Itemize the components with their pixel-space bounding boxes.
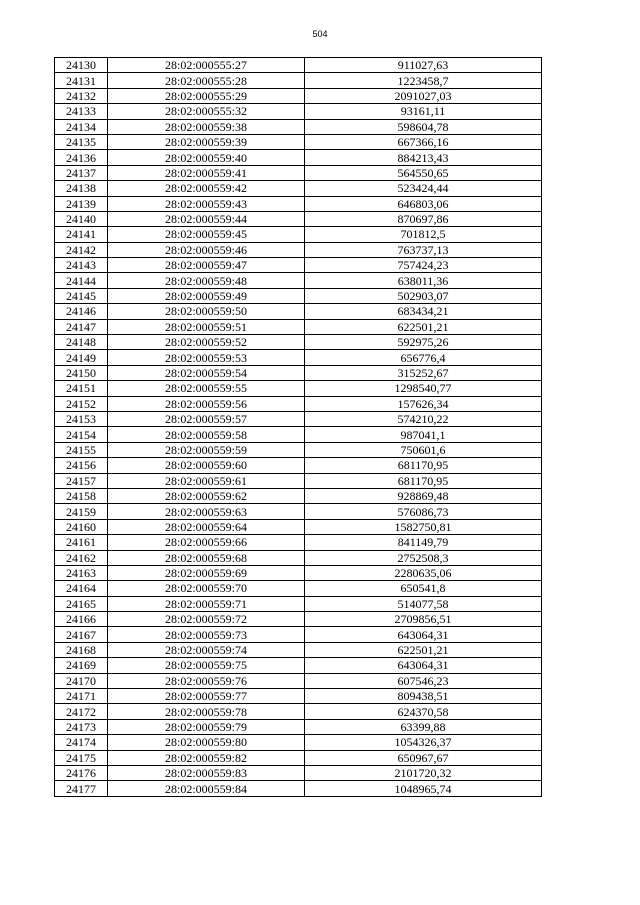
cadastral-number-cell: 28:02:000559:69 [108,565,305,580]
cadastral-number-cell: 28:02:000555:28 [108,73,305,88]
cadastral-number-cell: 28:02:000559:47 [108,258,305,273]
cadastral-value-cell: 564550,65 [305,165,542,180]
cadastral-value-table [54,57,542,797]
table-row [55,458,542,473]
row-number-cell: 24137 [55,165,108,180]
cadastral-value-cell: 523424,44 [305,181,542,196]
cadastral-number-cell: 28:02:000559:49 [108,288,305,303]
cadastral-value-cell: 2709856,51 [305,612,542,627]
cadastral-number-cell: 28:02:000559:62 [108,488,305,503]
row-number-cell: 24138 [55,181,108,196]
cadastral-value-cell: 701812,5 [305,227,542,242]
row-number-cell: 24152 [55,396,108,411]
cadastral-number-cell: 28:02:000559:72 [108,612,305,627]
cadastral-value-cell: 93161,11 [305,104,542,119]
row-number-cell: 24170 [55,673,108,688]
cadastral-value-cell: 884213,43 [305,150,542,165]
table-row [55,550,542,565]
row-number-cell: 24145 [55,288,108,303]
table-row [55,150,542,165]
row-number-cell: 24149 [55,350,108,365]
table-row [55,750,542,765]
cadastral-number-cell: 28:02:000559:73 [108,627,305,642]
table-row [55,781,542,796]
cadastral-number-cell: 28:02:000559:57 [108,411,305,426]
cadastral-value-cell: 911027,63 [305,58,542,73]
table-row [55,319,542,334]
table-row [55,765,542,780]
row-number-cell: 24164 [55,581,108,596]
table-row [55,258,542,273]
row-number-cell: 24162 [55,550,108,565]
table-row [55,396,542,411]
cadastral-number-cell: 28:02:000559:51 [108,319,305,334]
table-row [55,735,542,750]
table-row [55,473,542,488]
row-number-cell: 24163 [55,565,108,580]
cadastral-number-cell: 28:02:000559:54 [108,365,305,380]
table-row [55,442,542,457]
table-row [55,196,542,211]
table-row [55,181,542,196]
cadastral-value-cell: 2091027,03 [305,88,542,103]
table-row [55,58,542,73]
row-number-cell: 24134 [55,119,108,134]
row-number-cell: 24177 [55,781,108,796]
table-body [55,58,542,797]
row-number-cell: 24131 [55,73,108,88]
cadastral-number-cell: 28:02:000559:59 [108,442,305,457]
row-number-cell: 24166 [55,612,108,627]
row-number-cell: 24175 [55,750,108,765]
cadastral-number-cell: 28:02:000559:77 [108,689,305,704]
table-row [55,689,542,704]
table-row [55,719,542,734]
cadastral-number-cell: 28:02:000559:41 [108,165,305,180]
table-row [55,411,542,426]
cadastral-value-cell: 987041,1 [305,427,542,442]
table-row [55,165,542,180]
cadastral-value-cell: 157626,34 [305,396,542,411]
cadastral-number-cell: 28:02:000559:76 [108,673,305,688]
cadastral-number-cell: 28:02:000559:55 [108,381,305,396]
table-row [55,627,542,642]
row-number-cell: 24172 [55,704,108,719]
cadastral-value-cell: 683434,21 [305,304,542,319]
page-number: 504 [312,29,328,39]
cadastral-number-cell: 28:02:000559:39 [108,134,305,149]
row-number-cell: 24143 [55,258,108,273]
cadastral-value-cell: 624370,58 [305,704,542,719]
cadastral-number-cell: 28:02:000559:44 [108,211,305,226]
cadastral-value-cell: 650541,8 [305,581,542,596]
cadastral-number-cell: 28:02:000559:52 [108,335,305,350]
cadastral-value-cell: 2280635,06 [305,565,542,580]
table-row [55,704,542,719]
cadastral-number-cell: 28:02:000559:68 [108,550,305,565]
table-row [55,335,542,350]
cadastral-number-cell: 28:02:000559:78 [108,704,305,719]
cadastral-value-cell: 870697,86 [305,211,542,226]
cadastral-value-cell: 1298540,77 [305,381,542,396]
cadastral-value-cell: 1223458,7 [305,73,542,88]
row-number-cell: 24160 [55,519,108,534]
table-row [55,673,542,688]
cadastral-number-cell: 28:02:000559:83 [108,765,305,780]
row-number-cell: 24167 [55,627,108,642]
table-row [55,519,542,534]
cadastral-number-cell: 28:02:000559:71 [108,596,305,611]
cadastral-number-cell: 28:02:000559:50 [108,304,305,319]
cadastral-value-cell: 576086,73 [305,504,542,519]
row-number-cell: 24158 [55,488,108,503]
table-row [55,242,542,257]
cadastral-number-cell: 28:02:000559:43 [108,196,305,211]
cadastral-value-cell: 574210,22 [305,411,542,426]
cadastral-value-cell: 592975,26 [305,335,542,350]
table-row [55,104,542,119]
cadastral-number-cell: 28:02:000559:40 [108,150,305,165]
cadastral-value-cell: 757424,23 [305,258,542,273]
cadastral-value-cell: 315252,67 [305,365,542,380]
table-row [55,581,542,596]
table-row [55,134,542,149]
cadastral-number-cell: 28:02:000555:32 [108,104,305,119]
cadastral-number-cell: 28:02:000555:27 [108,58,305,73]
cadastral-number-cell: 28:02:000559:58 [108,427,305,442]
row-number-cell: 24168 [55,642,108,657]
cadastral-value-cell: 2101720,32 [305,765,542,780]
table-row [55,488,542,503]
cadastral-number-cell: 28:02:000559:48 [108,273,305,288]
cadastral-value-cell: 809438,51 [305,689,542,704]
row-number-cell: 24130 [55,58,108,73]
cadastral-number-cell: 28:02:000559:70 [108,581,305,596]
row-number-cell: 24142 [55,242,108,257]
cadastral-value-cell: 598604,78 [305,119,542,134]
row-number-cell: 24140 [55,211,108,226]
cadastral-value-cell: 622501,21 [305,642,542,657]
row-number-cell: 24151 [55,381,108,396]
table-row [55,642,542,657]
row-number-cell: 24169 [55,658,108,673]
cadastral-value-cell: 928869,48 [305,488,542,503]
cadastral-value-cell: 502903,07 [305,288,542,303]
table-row [55,88,542,103]
row-number-cell: 24133 [55,104,108,119]
cadastral-value-cell: 841149,79 [305,535,542,550]
table-row [55,304,542,319]
cadastral-value-cell: 622501,21 [305,319,542,334]
cadastral-value-cell: 650967,67 [305,750,542,765]
cadastral-value-cell: 681170,95 [305,473,542,488]
cadastral-number-cell: 28:02:000559:38 [108,119,305,134]
cadastral-number-cell: 28:02:000559:46 [108,242,305,257]
row-number-cell: 24136 [55,150,108,165]
cadastral-number-cell: 28:02:000559:74 [108,642,305,657]
table-row [55,565,542,580]
cadastral-value-cell: 656776,4 [305,350,542,365]
row-number-cell: 24132 [55,88,108,103]
row-number-cell: 24144 [55,273,108,288]
cadastral-value-cell: 1582750,81 [305,519,542,534]
table-row [55,658,542,673]
row-number-cell: 24150 [55,365,108,380]
table-row [55,288,542,303]
row-number-cell: 24173 [55,719,108,734]
cadastral-value-cell: 638011,36 [305,273,542,288]
cadastral-number-cell: 28:02:000559:42 [108,181,305,196]
cadastral-number-cell: 28:02:000559:53 [108,350,305,365]
cadastral-value-cell: 681170,95 [305,458,542,473]
cadastral-number-cell: 28:02:000559:60 [108,458,305,473]
cadastral-number-cell: 28:02:000559:63 [108,504,305,519]
cadastral-number-cell: 28:02:000559:56 [108,396,305,411]
row-number-cell: 24148 [55,335,108,350]
table-row [55,273,542,288]
table-row [55,365,542,380]
cadastral-value-cell: 750601,6 [305,442,542,457]
cadastral-value-cell: 646803,06 [305,196,542,211]
cadastral-value-cell: 63399,88 [305,719,542,734]
table-row [55,596,542,611]
row-number-cell: 24141 [55,227,108,242]
table-row [55,227,542,242]
table-row [55,73,542,88]
row-number-cell: 24157 [55,473,108,488]
cadastral-number-cell: 28:02:000559:66 [108,535,305,550]
table-row [55,350,542,365]
cadastral-value-cell: 1048965,74 [305,781,542,796]
cadastral-value-cell: 2752508,3 [305,550,542,565]
cadastral-value-cell: 607546,23 [305,673,542,688]
table-row [55,427,542,442]
cadastral-value-cell: 1054326,37 [305,735,542,750]
row-number-cell: 24146 [55,304,108,319]
row-number-cell: 24155 [55,442,108,457]
row-number-cell: 24156 [55,458,108,473]
table-row [55,612,542,627]
row-number-cell: 24171 [55,689,108,704]
row-number-cell: 24154 [55,427,108,442]
table-row [55,504,542,519]
cadastral-number-cell: 28:02:000559:75 [108,658,305,673]
row-number-cell: 24147 [55,319,108,334]
cadastral-value-cell: 763737,13 [305,242,542,257]
cadastral-number-cell: 28:02:000559:79 [108,719,305,734]
row-number-cell: 24139 [55,196,108,211]
cadastral-number-cell: 28:02:000555:29 [108,88,305,103]
cadastral-value-cell: 643064,31 [305,627,542,642]
row-number-cell: 24153 [55,411,108,426]
row-number-cell: 24176 [55,765,108,780]
cadastral-number-cell: 28:02:000559:64 [108,519,305,534]
cadastral-value-cell: 514077,58 [305,596,542,611]
row-number-cell: 24135 [55,134,108,149]
cadastral-number-cell: 28:02:000559:82 [108,750,305,765]
cadastral-number-cell: 28:02:000559:45 [108,227,305,242]
row-number-cell: 24174 [55,735,108,750]
table-row [55,211,542,226]
row-number-cell: 24161 [55,535,108,550]
cadastral-value-cell: 667366,16 [305,134,542,149]
cadastral-number-cell: 28:02:000559:61 [108,473,305,488]
table-row [55,381,542,396]
cadastral-number-cell: 28:02:000559:84 [108,781,305,796]
table-row [55,119,542,134]
cadastral-number-cell: 28:02:000559:80 [108,735,305,750]
table-row [55,535,542,550]
row-number-cell: 24159 [55,504,108,519]
cadastral-value-cell: 643064,31 [305,658,542,673]
row-number-cell: 24165 [55,596,108,611]
